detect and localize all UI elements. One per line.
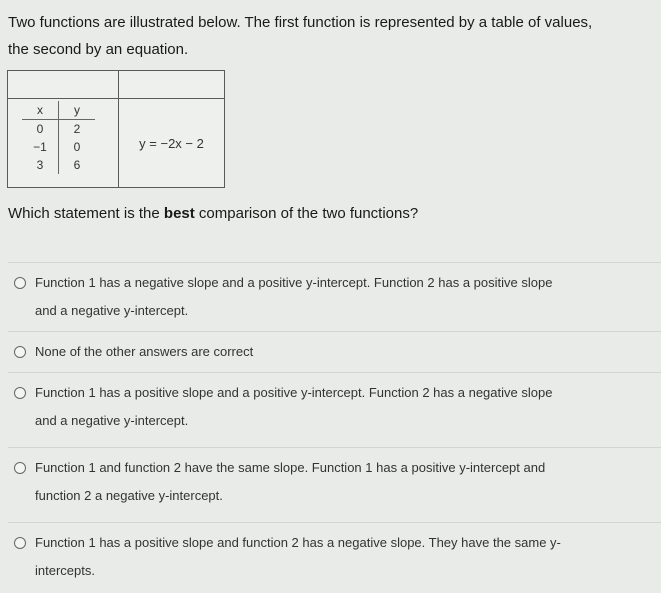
option-text-line-1: None of the other answers are correct <box>35 344 254 359</box>
functions-table <box>7 70 225 188</box>
table-row <box>22 120 95 139</box>
equation: y = −2x − 2 <box>139 135 204 151</box>
answer-option-3[interactable] <box>8 372 661 447</box>
table-row <box>22 138 95 156</box>
radio-button[interactable] <box>14 346 26 358</box>
option-text-line-1: Function 1 and function 2 have the same slope. Function 1 has a positive y-intercept and <box>35 460 546 475</box>
values-table <box>22 101 95 174</box>
y-column-header: y <box>59 101 96 120</box>
option-text-line-1: Function 1 has a negative slope and a positive y-intercept. Function 2 has a positive slope <box>35 275 553 290</box>
option-text-line-2: and a negative y-intercept. <box>35 303 189 318</box>
radio-button[interactable] <box>14 277 26 289</box>
answer-options <box>8 262 661 591</box>
function-2-equation-cell <box>119 99 225 188</box>
x-value: −1 <box>22 138 59 156</box>
y-value: 6 <box>73 158 81 172</box>
question-text <box>8 205 418 222</box>
x-column-header: x <box>22 101 59 120</box>
option-text-line-2: and a negative y-intercept. <box>35 413 189 428</box>
question-prefix: Which statement is the <box>8 205 164 222</box>
radio-button[interactable] <box>14 537 26 549</box>
answer-option-2[interactable] <box>8 331 661 372</box>
table-header-cell-1 <box>8 71 119 99</box>
function-1-values-cell <box>8 99 119 188</box>
question-suffix: comparison of the two functions? <box>194 205 419 222</box>
answer-option-5[interactable] <box>8 522 661 591</box>
radio-button[interactable] <box>14 462 26 474</box>
y-value: 2 <box>73 122 81 136</box>
option-text-line-1: Function 1 has a positive slope and function 2 has a negative slope. They have the same y- <box>35 535 561 550</box>
radio-button[interactable] <box>14 387 26 399</box>
x-value: 0 <box>22 120 59 139</box>
option-text-line-1: Function 1 has a positive slope and a positive y-intercept. Function 2 has a negative slope <box>35 385 553 400</box>
intro-line-2: the second by an equation. <box>8 41 189 58</box>
table-row <box>22 156 95 174</box>
question-emphasis: best <box>163 205 195 222</box>
answer-option-1[interactable] <box>8 262 661 331</box>
table-header-cell-2 <box>119 71 225 99</box>
x-value: 3 <box>22 156 59 174</box>
problem-intro <box>8 9 658 63</box>
option-text-line-2: intercepts. <box>35 563 95 578</box>
intro-line-1: Two functions are illustrated below. The first function is represented by a table of values, <box>8 14 593 31</box>
answer-option-4[interactable] <box>8 447 661 522</box>
option-text-line-2: function 2 a negative y-intercept. <box>35 488 223 503</box>
y-value: 0 <box>73 140 81 154</box>
